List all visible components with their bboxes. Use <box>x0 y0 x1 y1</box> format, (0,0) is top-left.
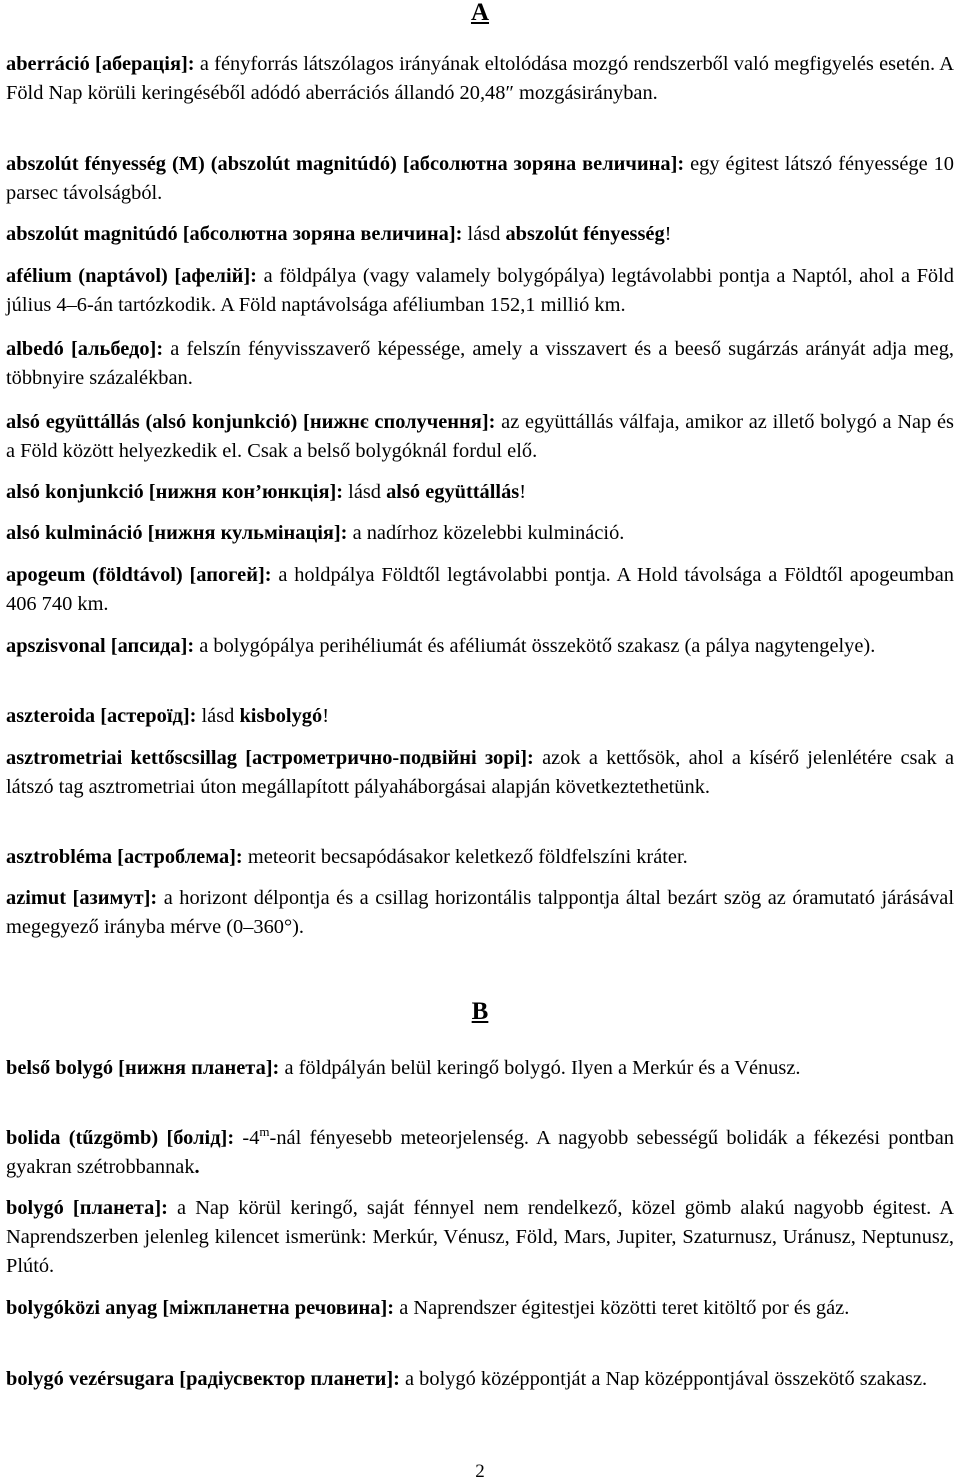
entry-albedo <box>6 335 954 393</box>
entry-also-kulminacio <box>6 519 954 548</box>
entry-definition: a horizont délpontja és a csillag horizontális talppontja által bezárt szög az óramutató járásával megegyező irányba mérve (0–360°). <box>6 887 954 938</box>
entry-definition: lásd <box>462 223 506 245</box>
entry-term: bolygó vezérsugara [радіусвектор планети]: <box>6 1368 400 1390</box>
entry-term: azimut [азимут]: <box>6 887 158 909</box>
entry-bolida <box>6 1124 954 1182</box>
entry-cross-reference: abszolút fényesség <box>505 223 665 245</box>
entry-tail: . <box>194 1156 200 1178</box>
entry-definition: a fényforrás látszólagos irányának eltolódása mozgó rendszerből való megfigyelés esetén. A Föld Nap körüli keringéséből adódó aberrációs állandó 20,48″ mozgásirányban. <box>6 53 954 104</box>
entry-definition: a földpályán belül keringő bolygó. Ilyen a Merkúr és a Vénusz. <box>279 1057 801 1079</box>
entry-definition: a holdpálya Földtől legtávolabbi pontja. A Hold távolsága a Földtől apogeumban 406 740 km. <box>6 564 954 615</box>
entry-term: aberráció [аберація]: <box>6 53 195 75</box>
entry-apszisvonal <box>6 632 954 661</box>
entry-term: apogeum (földtávol) [апогей]: <box>6 564 272 586</box>
entry-term: bolygó [планета]: <box>6 1197 168 1219</box>
entry-aberracio <box>6 50 954 108</box>
entry-definition-prefix: -4 <box>234 1127 260 1149</box>
entry-term: bolygóközi anyag [міжпланетна речовина]: <box>6 1297 395 1319</box>
entry-tail: ! <box>519 481 527 503</box>
entry-definition: az együttállás válfaja, amikor az illető bolygó a Nap és a Föld között helyezkedik el. Csak a belső bolygóknál fordul elő. <box>6 411 954 462</box>
entry-definition: a földpálya (vagy valamely bolygópálya) legtávolabbi pontja a Naptól, ahol a Föld július 4–6-án tartózkodik. A Föld naptávolsága aféliumban 152,1 millió km. <box>6 265 954 316</box>
entry-definition: a bolygópálya perihéliumát és aféliumát összekötő szakasz (a pálya nagytengelye). <box>194 635 876 657</box>
entry-term: bolida (tűzgömb) [болід]: <box>6 1127 235 1149</box>
entry-term: abszolút magnitúdó [абсолютна зоряна величина]: <box>6 223 463 245</box>
entry-term: aszteroida [астероїд]: <box>6 705 197 727</box>
entry-aszteroida <box>6 702 954 731</box>
entry-definition: a Nap körül keringő, saját fénnyel nem rendelkező, közel gömb alakú nagyobb égitest. A Naprendszerben jelenleg kilencet ismerünk: Merkúr, Vénusz, Föld, Mars, Jupiter, Szaturnusz, Uránusz, Neptunusz, Plútó. <box>6 1197 954 1277</box>
entry-definition: -nál fényesebb meteorjelenség. A nagyobb sebességű bolidák a fékezési pontban gyakran szétrobbannak <box>6 1127 954 1178</box>
entry-tail: ! <box>322 705 329 727</box>
entry-definition: a Naprendszer égitestjei közötti teret kitöltő por és gáz. <box>394 1297 850 1319</box>
entry-term: belső bolygó [нижня планета]: <box>6 1057 280 1079</box>
magnitude-superscript: m <box>259 1124 270 1140</box>
entry-also-konjunkcio <box>6 478 954 507</box>
entry-apogeum <box>6 561 954 619</box>
entry-term: alsó együttállás (alsó konjunkció) [нижнє сполучення]: <box>6 411 496 433</box>
entry-abszolut-fenyesseg <box>6 150 954 208</box>
entry-abszolut-magnitudo <box>6 220 954 249</box>
entry-asztrometriai-kettoscsillag <box>6 744 954 802</box>
entry-afelium <box>6 262 954 320</box>
entry-bolygo <box>6 1194 954 1281</box>
page-number: 2 <box>475 1461 485 1482</box>
entry-definition: lásd <box>343 481 387 503</box>
entry-term: apszisvonal [апсида]: <box>6 635 195 657</box>
section-heading-a: A <box>470 0 490 26</box>
entry-term: asztrobléma [астроблема]: <box>6 846 243 868</box>
entry-term: alsó kulmináció [нижня кульмінація]: <box>6 522 348 544</box>
entry-bolygo-vezersugara <box>6 1365 954 1394</box>
entry-asztroblema <box>6 843 954 872</box>
entry-definition: a bolygó középpontját a Nap középpontjával összekötő szakasz. <box>399 1368 928 1390</box>
entry-azimut <box>6 884 954 942</box>
entry-cross-reference: alsó együttállás <box>386 481 520 503</box>
entry-belso-bolygo <box>6 1054 954 1083</box>
entry-definition: a nadírhoz közelebbi kulmináció. <box>347 522 625 544</box>
entry-definition: meteorit becsapódásakor keletkező földfelszíni kráter. <box>242 846 688 868</box>
entry-definition: egy égitest látszó fényessége 10 parsec távolságból. <box>6 153 954 204</box>
entry-term: abszolút fényesség (M) (abszolút magnitúdó) [абсолютна зоряна величина]: <box>6 153 685 175</box>
entry-definition: a felszín fényvisszaverő képessége, amely a visszavert és a beeső sugárzás arányát adja meg, többnyire százalékban. <box>6 338 954 389</box>
entry-term: asztrometriai kettőscsillag [астрометрично-подвійні зорі]: <box>6 747 534 769</box>
entry-cross-reference: kisbolygó <box>239 705 323 727</box>
entry-term: afélium (naptávol) [афелій]: <box>6 265 257 287</box>
entry-term: alsó konjunkció [нижня кон’юнкція]: <box>6 481 344 503</box>
entry-definition: lásd <box>196 705 240 727</box>
entry-definition: azok a kettősök, ahol a kísérő jelenlétére csak a látszó tag asztrometriai úton megállapított pályaháborgásai alapján következtethetünk. <box>6 747 954 798</box>
entry-term: albedó [альбедо]: <box>6 338 164 360</box>
entry-bolygokozi-anyag <box>6 1294 954 1323</box>
entry-also-egyuttallas <box>6 408 954 466</box>
entry-tail: ! <box>664 223 672 245</box>
section-heading-b: B <box>471 998 489 1025</box>
